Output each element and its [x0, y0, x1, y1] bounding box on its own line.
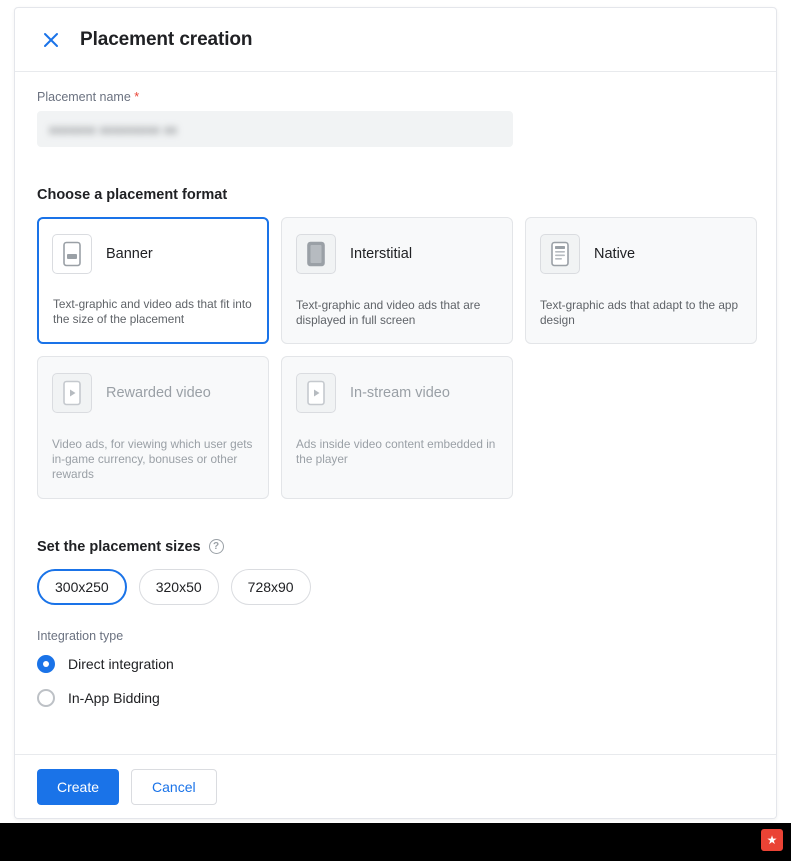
format-card-interstitial[interactable] [281, 217, 513, 344]
format-card-desc: Text-graphic and video ads that fit into the size of the placement [53, 297, 252, 326]
create-button[interactable]: Create [37, 769, 119, 805]
size-chip-728x90[interactable]: 728x90 [231, 569, 311, 605]
format-card-desc: Video ads, for viewing which user gets in-game currency, bonuses or other rewards [52, 437, 253, 481]
interstitial-icon [296, 234, 336, 274]
radio-in-app-bidding[interactable] [37, 689, 754, 707]
format-card-banner[interactable] [37, 217, 269, 344]
banner-icon [52, 234, 92, 274]
format-card-name: Banner [106, 246, 153, 262]
size-chip-320x50[interactable]: 320x50 [139, 569, 219, 605]
in-stream-video-icon [296, 373, 336, 413]
placement-name-label-text: Placement name [37, 90, 131, 104]
format-card-header [38, 357, 268, 423]
format-card-header [39, 219, 267, 283]
dialog-header [15, 8, 776, 72]
placement-name-label [37, 90, 754, 104]
cancel-button[interactable]: Cancel [131, 769, 217, 805]
sizes-section-title-text: Set the placement sizes [37, 538, 201, 555]
format-grid [37, 217, 769, 499]
format-card-desc: Text-graphic ads that adapt to the app design [540, 298, 739, 327]
star-badge-icon[interactable]: ★ [761, 829, 783, 851]
dialog-body [15, 72, 776, 756]
required-marker: * [134, 90, 140, 104]
help-icon[interactable]: ? [209, 539, 224, 554]
format-card-name: Interstitial [350, 246, 413, 262]
radio-indicator [37, 655, 55, 673]
format-card-desc: Text-graphic and video ads that are displayed in full screen [296, 298, 481, 327]
format-card-desc: Ads inside video content embedded in the player [296, 437, 496, 467]
radio-indicator [37, 689, 55, 707]
page-title: Placement creation [80, 28, 253, 50]
format-section-title-text: Choose a placement format [37, 187, 228, 203]
size-chip-300x250[interactable]: 300x250 [37, 569, 127, 605]
radio-direct-integration[interactable] [37, 655, 754, 673]
placement-size-chips [37, 569, 754, 605]
dialog-footer [15, 754, 776, 818]
rewarded-video-icon [52, 373, 92, 413]
format-card-header [282, 357, 512, 423]
native-icon [540, 234, 580, 274]
format-card-name: Rewarded video [106, 385, 211, 402]
close-icon[interactable] [36, 25, 66, 55]
format-section-title [37, 187, 754, 203]
format-card-header [526, 218, 756, 284]
sizes-section-title [37, 539, 754, 555]
integration-type-label: Integration type [37, 628, 124, 643]
placement-name-value: xxxxxxx xxxxxxxxx xx [49, 121, 178, 137]
radio-label: Direct integration [68, 655, 174, 672]
radio-label: In-App Bidding [68, 689, 160, 706]
taskbar [0, 823, 791, 861]
placement-creation-dialog [14, 7, 777, 819]
format-card-rewarded-video[interactable] [37, 356, 269, 498]
format-card-native[interactable] [525, 217, 757, 344]
format-card-header [282, 218, 512, 284]
format-card-in-stream-video[interactable] [281, 356, 513, 498]
format-card-name: Native [594, 246, 636, 262]
placement-name-input[interactable] [37, 111, 513, 147]
format-card-name: In-stream video [350, 385, 450, 402]
